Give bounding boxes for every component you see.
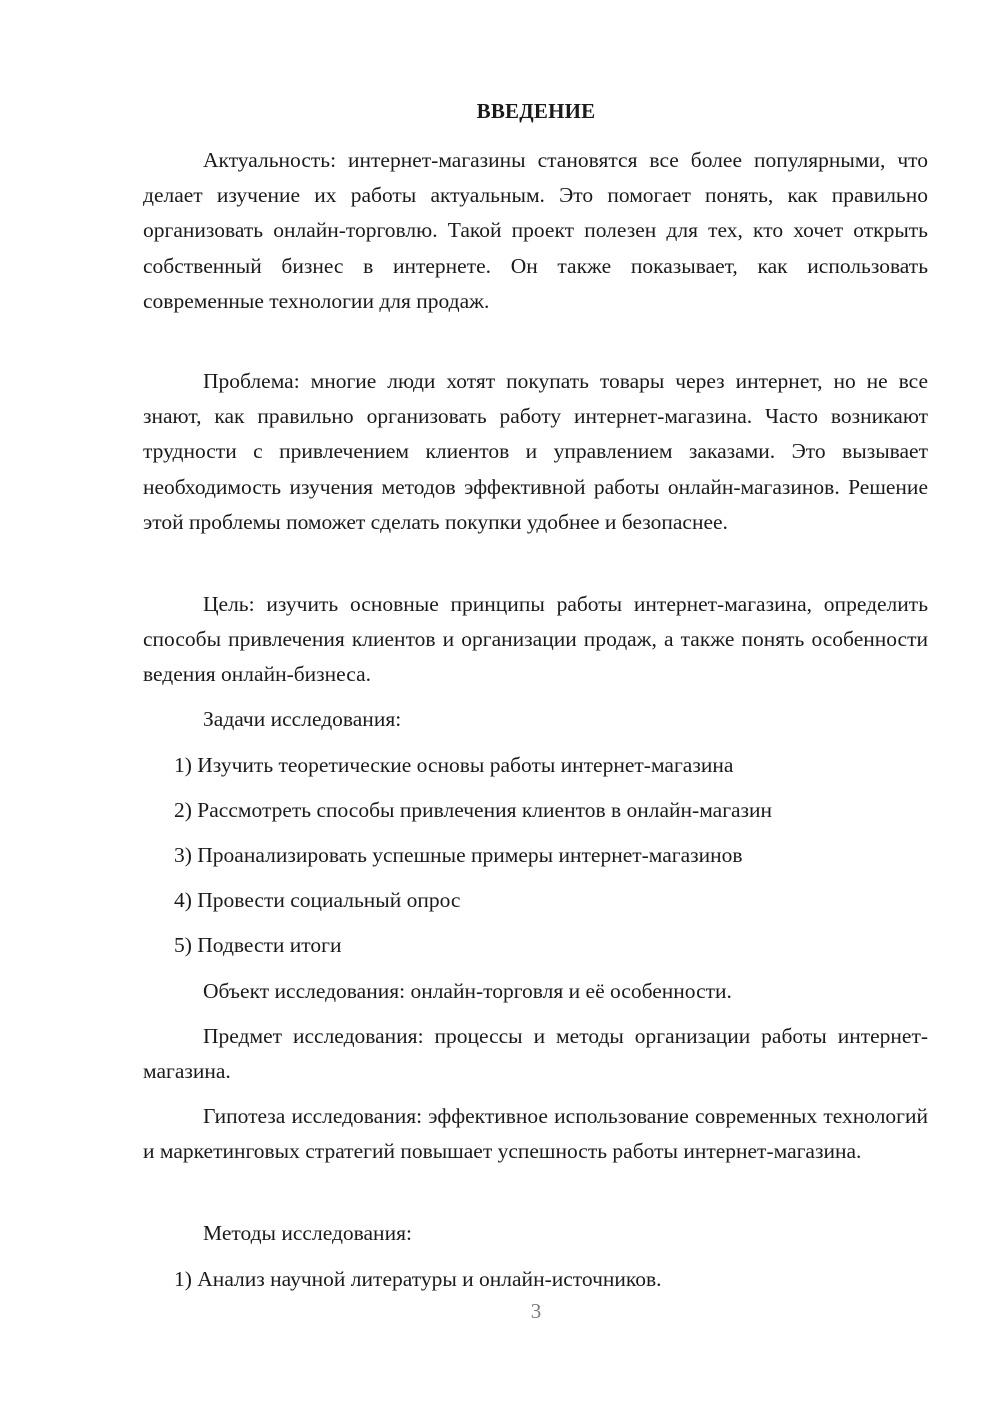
tasks-heading: Задачи исследования: <box>203 707 402 731</box>
task-item-1: 1) Изучить теоретические основы работы интернет-магазина <box>174 753 734 777</box>
methods-heading: Методы исследования: <box>203 1221 412 1245</box>
paragraph-problem: Проблема: многие люди хотят покупать товары через интернет, но не все знают, как правильно организовать работу интернет-магазина. Часто возникают трудности с привлечением клиентов и управлением заказами. Это вызывает необходимость изучения методов эффективной работы онлайн-магазинов. Решение этой проблемы поможет сделать покупки удобнее и безопаснее. <box>143 369 928 534</box>
task-item-3: 3) Проанализировать успешные примеры интернет-магазинов <box>174 843 743 867</box>
paragraph-relevance: Актуальность: интернет-магазины становятся все более популярными, что делает изучение их работы актуальным. Это помогает понять, как правильно организовать онлайн-торговлю. Такой проект полезен для тех, кто хочет открыть собственный бизнес в интернете. Он также показывает, как использовать современные технологии для продаж. <box>143 148 928 313</box>
method-item-1: 1) Анализ научной литературы и онлайн-источников. <box>174 1267 662 1291</box>
paragraph-goal: Цель: изучить основные принципы работы интернет-магазина, определить способы привлечения клиентов и организации продаж, а также понять особенности ведения онлайн-бизнеса. <box>143 592 928 687</box>
section-title: ВВЕДЕНИЕ <box>476 99 596 123</box>
task-item-2: 2) Рассмотреть способы привлечения клиентов в онлайн-магазин <box>174 798 773 822</box>
task-item-5: 5) Подвести итоги <box>174 933 342 957</box>
paragraph-subject: Предмет исследования: процессы и методы организации работы интернет-магазина. <box>143 1024 928 1084</box>
paragraph-hypothesis: Гипотеза исследования: эффективное использование современных технологий и маркетинговых стратегий повышает успешность работы интернет-магазина. <box>143 1104 928 1164</box>
page-number: 3 <box>530 1299 542 1323</box>
task-item-4: 4) Провести социальный опрос <box>174 888 461 912</box>
paragraph-object: Объект исследования: онлайн-торговля и её особенности. <box>203 979 732 1003</box>
